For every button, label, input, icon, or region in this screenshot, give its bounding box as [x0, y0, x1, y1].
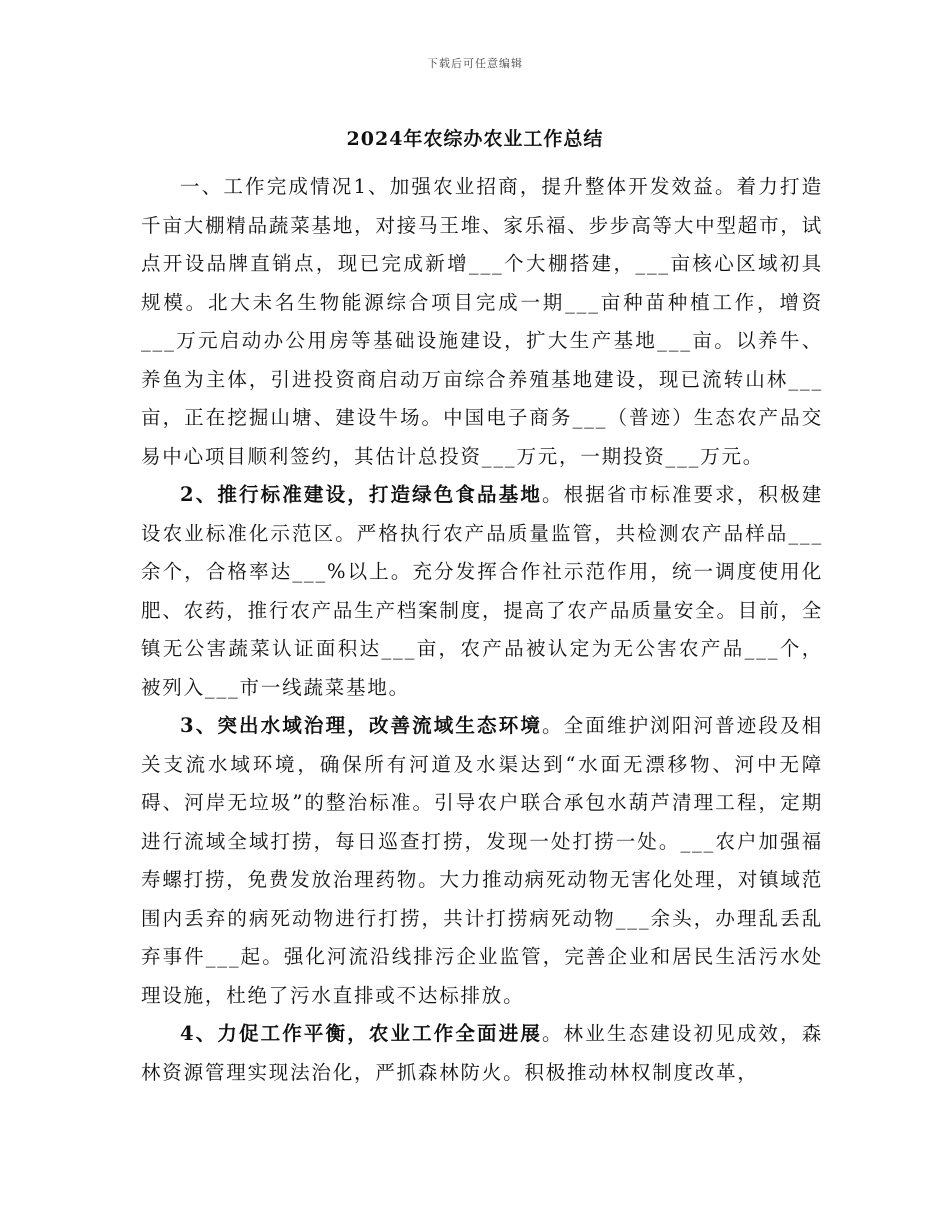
document-body — [141, 168, 823, 1092]
paragraph-1 — [141, 168, 823, 476]
paragraph-text: 。林业生态建设初见成效，森林资源管理实现法治化，严抓森林防火。积极推动林权制度改革， — [141, 1022, 824, 1084]
paragraph-text: 一、工作完成情况1、加强农业招商，提升整体开发效益。着力打造千亩大棚精品蔬菜基地，对接马王堆、家乐福、步步高等大中型超市，试点开设品牌直销点，现已完成新增___个大棚搭建，___亩核心区域初具规模。北大未名生物能源综合项目完成一期___亩种苗种植工作，增资___万元启动办公用房等基础设施建设，扩大生产基地___亩。以养牛、养鱼为主体，引进投资商启动万亩综合养殖基地建设，现已流转山林___亩，正在挖掘山塘、建设牛场。中国电子商务___（普迹）生态农产品交易中心项目顺利签约，其估计总投资___万元，一期投资___万元。 — [141, 175, 823, 468]
paragraph-lead: 3、突出水域治理，改善流域生态环境 — [180, 714, 542, 737]
document-title: 2024年农综办农业工作总结 — [346, 128, 604, 150]
paragraph-lead: 4、力促工作平衡，农业工作全面进展 — [180, 1022, 542, 1045]
paragraph-lead: 2、推行标准建设，打造绿色食品基地 — [180, 483, 542, 506]
paragraph-4 — [141, 1015, 823, 1092]
header-note: 下载后可任意编辑 — [427, 57, 523, 70]
paragraph-text: 。全面维护浏阳河普迹段及相关支流水域环境，确保所有河道及水渠达到“水面无漂移物、河中无障碍、河岸无垃圾”的整治标准。引导农户联合承包水葫芦清理工程，定期进行流域全域打捞，每日巡查打捞，发现一处打捞一处。___农户加强福寿螺打捞，免费发放治理药物。大力推动病死动物无害化处理，对镇域范围内丢弃的病死动物进行打捞，共计打捞病死动物___余头，办理乱丢乱弃事件___起。强化河流沿线排污企业监管，完善企业和居民生活污水处理设施，杜绝了污水直排或不达标排放。 — [141, 714, 824, 1007]
paragraph-text: 。根据省市标准要求，积极建设农业标准化示范区。严格执行农产品质量监管，共检测农产品样品___余个，合格率达___%以上。充分发挥合作社示范作用，统一调度使用化肥、农药，推行农产品生产档案制度，提高了农产品质量安全。目前，全镇无公害蔬菜认证面积达___亩，农产品被认定为无公害农产品___个，被列入___市一线蔬菜基地。 — [141, 483, 824, 699]
paragraph-3 — [141, 707, 823, 1015]
paragraph-2 — [141, 476, 823, 707]
